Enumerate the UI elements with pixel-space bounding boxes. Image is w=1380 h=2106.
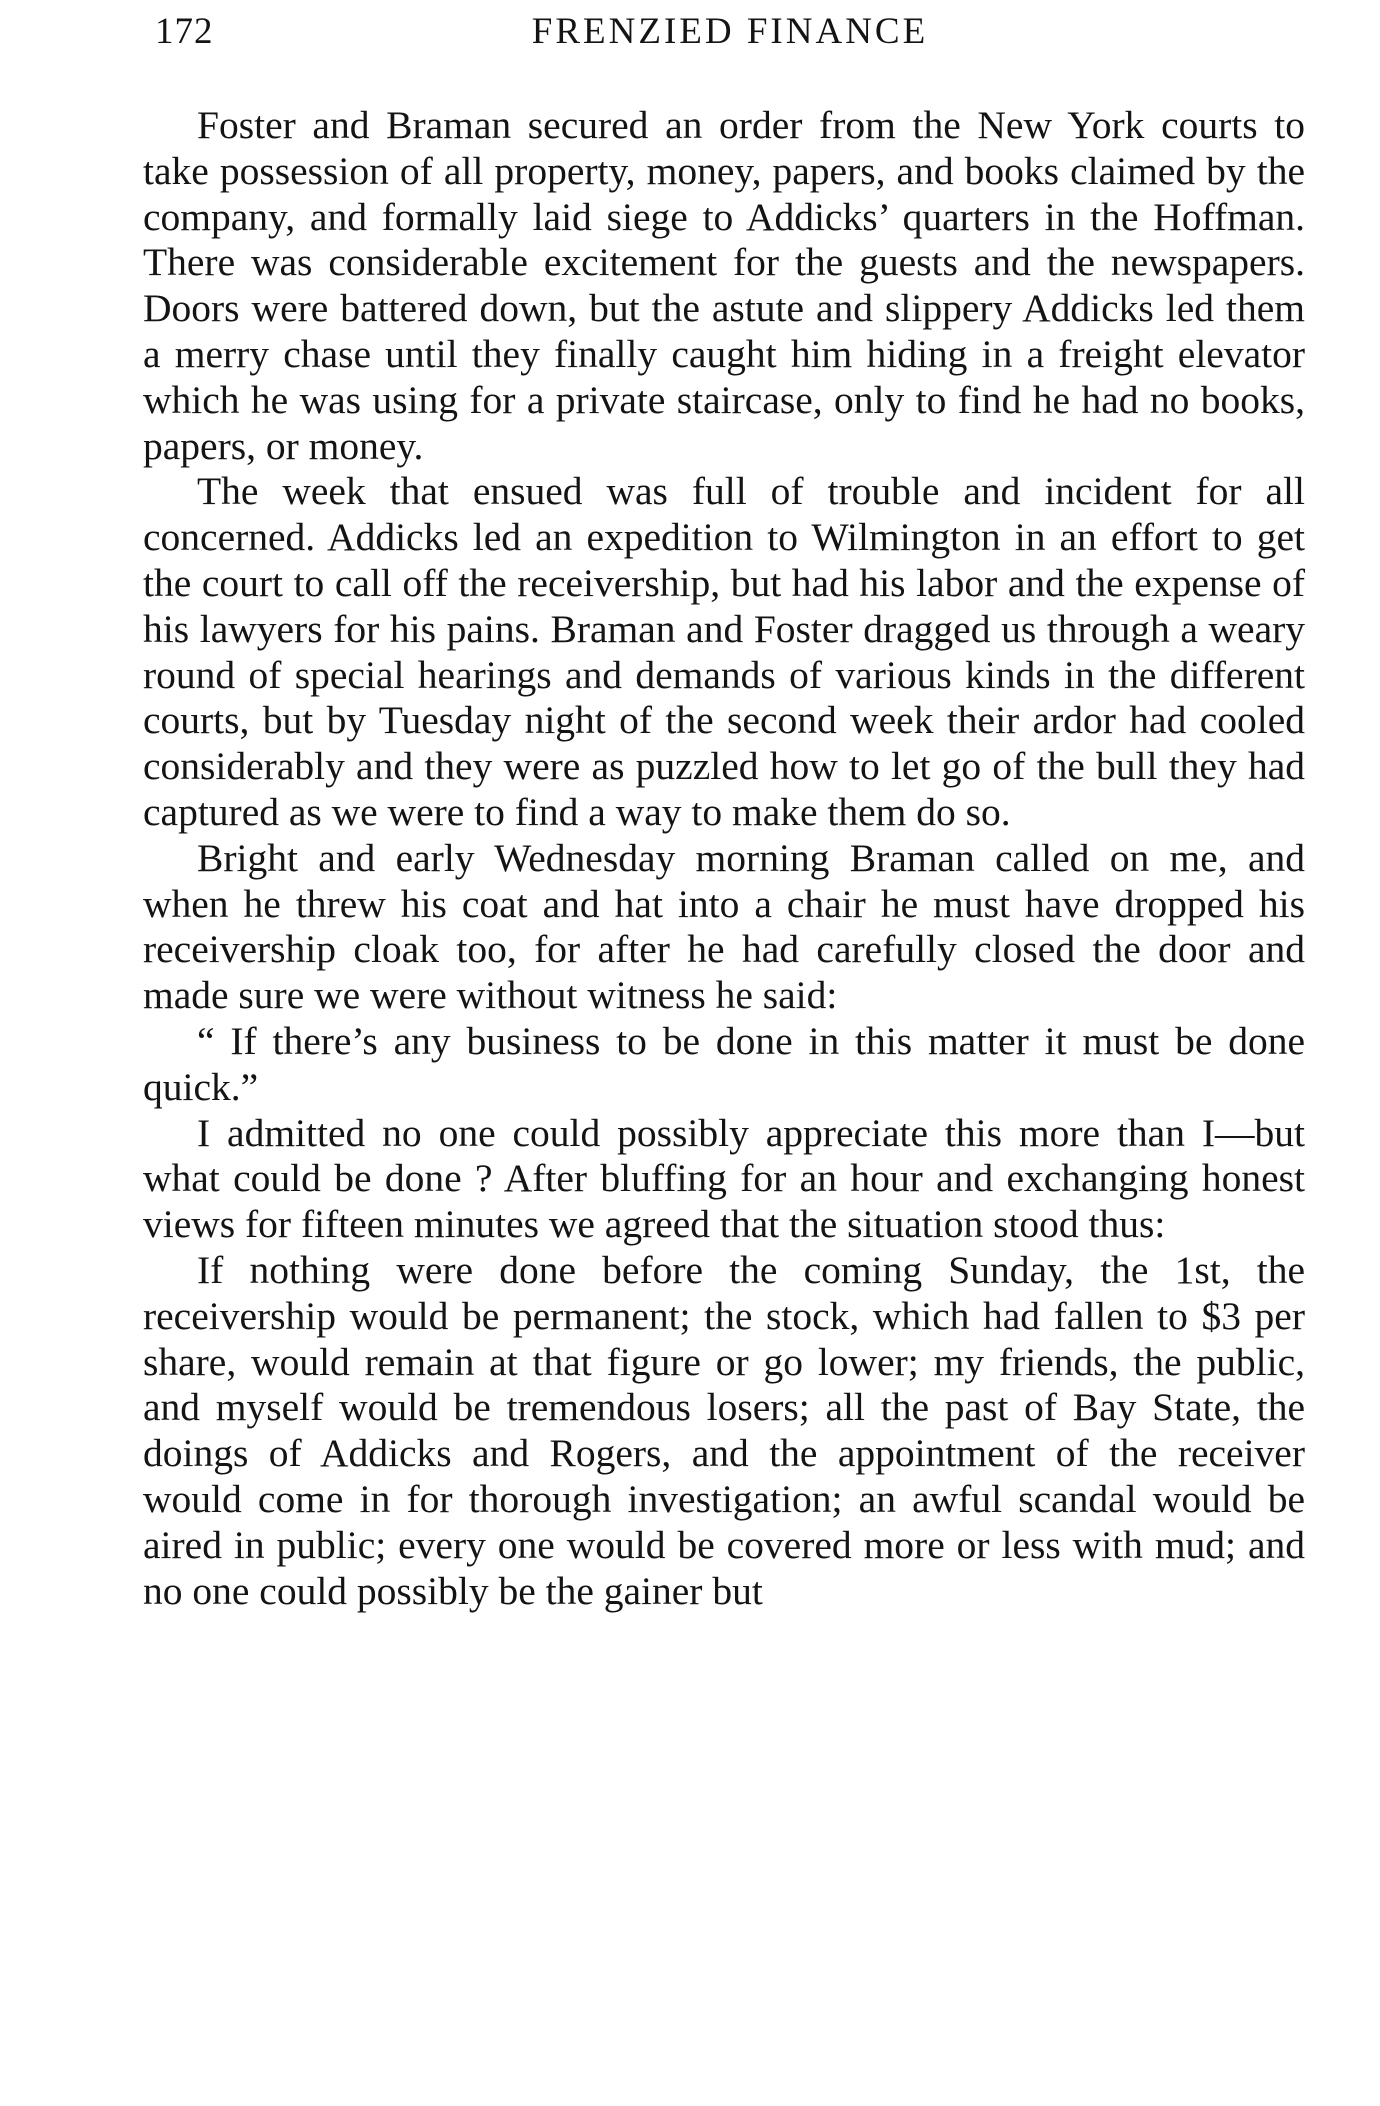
body-text (143, 103, 1305, 1614)
paragraph: I admitted no one could possibly appreciate this more than I—but what could be done ? After bluffing for an hour and exchanging honest views for fifteen minutes we agreed that the situation stood thus: (143, 1110, 1305, 1247)
running-head (155, 10, 1305, 60)
paragraph: If nothing were done before the coming Sunday, the 1st, the receivership would be permanent; the stock, which had fallen to $3 per share, would remain at that figure or go lower; my friends, the public, and myself would be tremendous losers; all the past of Bay State, the doings of Addicks and Rogers, and the appointment of the receiver would come in for thorough investigation; an awful scandal would be aired in public; every one would be covered more or less with mud; and no one could possibly be the gainer but (143, 1247, 1305, 1613)
page-number: 172 (155, 11, 214, 52)
running-title: FRENZIED FINANCE (531, 11, 929, 52)
quoted-speech: “ If there’s any business to be done in this matter it must be done quick.” (143, 1018, 1305, 1109)
paragraph: Bright and early Wednesday morning Braman called on me, and when he threw his coat and hat into a chair he must have dropped his receivership cloak too, for after he had carefully closed the door and made sure we were without witness he said: (143, 835, 1305, 1018)
paragraph: Foster and Braman secured an order from the New York courts to take possession of all property, money, papers, and books claimed by the company, and formally laid siege to Addicks’ quarters in the Hoffman. There was considerable excitement for the guests and the newspapers. Doors were battered down, but the astute and slippery Addicks led them a merry chase until they finally caught him hiding in a freight elevator which he was using for a private staircase, only to find he had no books, papers, or money. (143, 103, 1305, 468)
paragraph: The week that ensued was full of trouble and incident for all concerned. Addicks led an expedition to Wilmington in an effort to get the court to call off the receivership, but had his labor and the expense of his lawyers for his pains. Braman and Foster dragged us through a weary round of special hearings and demands of various kinds in the different courts, but by Tuesday night of the second week their ardor had cooled considerably and they were as puzzled how to let go of the bull they had captured as we were to find a way to make them do so. (143, 469, 1305, 834)
